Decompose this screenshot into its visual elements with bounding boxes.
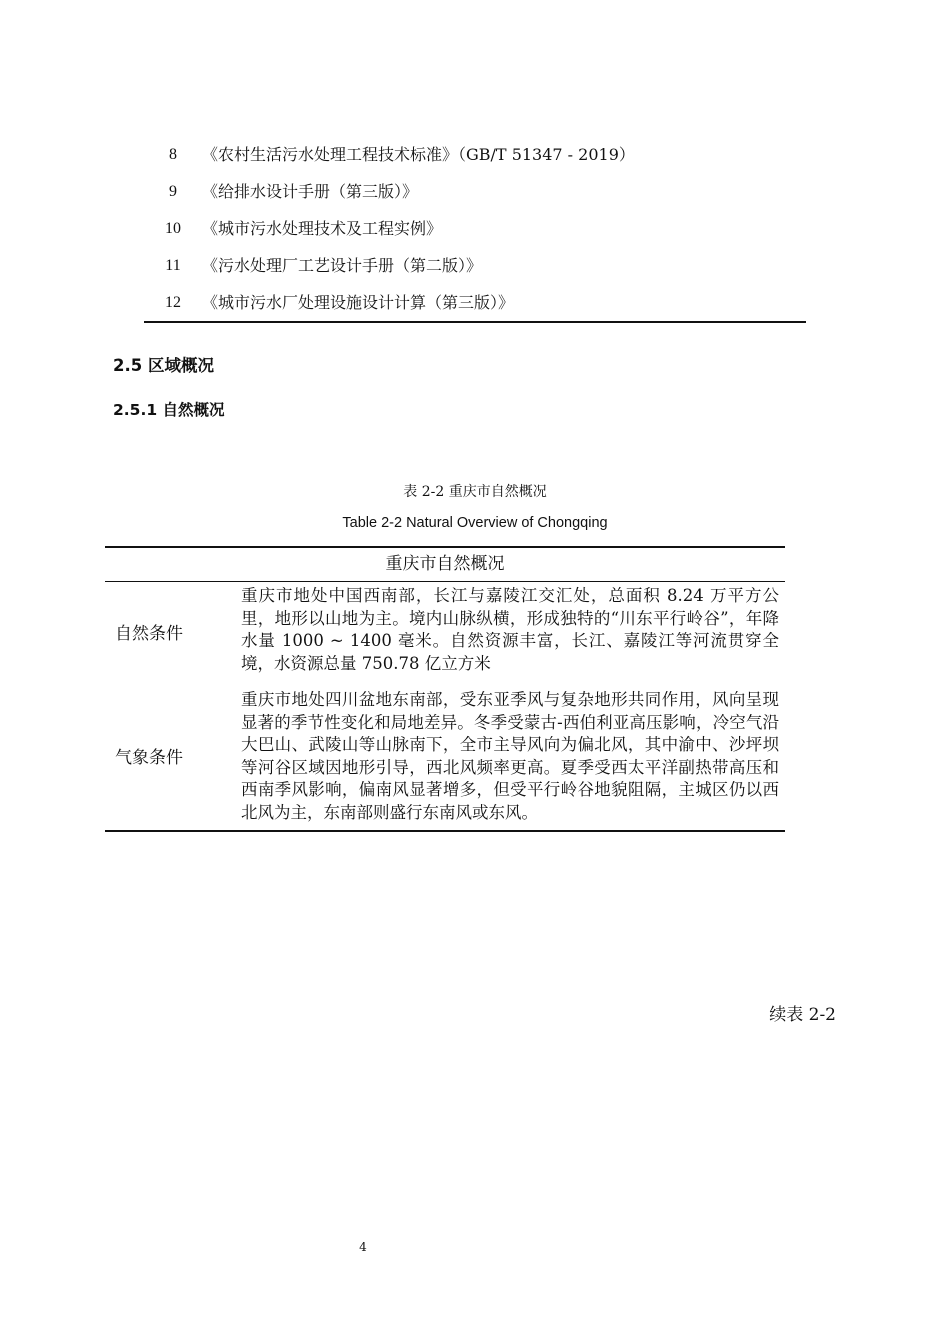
reference-number: 8 — [169, 145, 177, 163]
reference-title: 《农村生活污水处理工程技术标准》（GB/T 51347 - 2019） — [202, 144, 635, 164]
reference-number: 9 — [169, 182, 177, 200]
table-row — [105, 582, 785, 688]
table-row — [105, 687, 785, 831]
row-label: 气象条件 — [105, 687, 241, 831]
table-caption-en: Table 2-2 Natural Overview of Chongqing — [342, 515, 608, 531]
section-heading: 2.5 区域概况 — [113, 356, 214, 375]
natural-overview-table — [105, 546, 785, 832]
reference-item — [144, 210, 806, 247]
row-label: 自然条件 — [115, 624, 183, 645]
reference-item — [144, 173, 806, 210]
table-header: 重庆市自然概况 — [105, 547, 785, 582]
reference-list — [144, 136, 806, 323]
reference-number: 10 — [165, 219, 181, 237]
reference-number: 12 — [165, 293, 181, 311]
row-content: 重庆市地处四川盆地东南部，受东亚季风与复杂地形共同作用，风向呈现显著的季节性变化和局地差异。冬季受蒙古-西伯利亚高压影响，冷空气沿大巴山、武陵山等山脉南下，全市主导风向为偏北风，其中渝中、沙坪坝等河谷区域因地形引导，西北风频率更高。夏季受西太平洋副热带高压和西南季风影响，偏南风显著增多，但受平行岭谷地貌阻隔，主城区仍以西北风为主，东南部则盛行东南风或东风。 — [241, 687, 785, 831]
table-header-row — [105, 547, 785, 582]
page-number: 4 — [359, 1240, 367, 1254]
table-caption-cn: 表 2-2 重庆市自然概况 — [403, 484, 547, 500]
row-content: 重庆市地处中国西南部，长江与嘉陵江交汇处，总面积 8.24 万平方公里，地形以山地为主。境内山脉纵横，形成独特的“川东平行岭谷”，年降水量 1000 ~ 1400 毫米。自然资源丰富，长江、嘉陵江等河流贯穿全境，水资源总量 750.78 亿立方米 — [241, 586, 779, 673]
reference-item — [144, 284, 806, 321]
reference-number: 11 — [165, 256, 181, 274]
reference-item — [144, 247, 806, 284]
subsection-heading: 2.5.1 自然概况 — [113, 401, 225, 419]
table-continued-label: 续表 2-2 — [769, 1005, 836, 1025]
reference-title: 《城市污水厂处理设施设计计算（第三版）》 — [202, 292, 515, 312]
reference-title: 《城市污水处理技术及工程实例》 — [202, 218, 443, 238]
reference-item — [144, 136, 806, 173]
reference-title: 《给排水设计手册（第三版）》 — [202, 181, 419, 201]
reference-title: 《污水处理厂工艺设计手册（第二版）》 — [202, 255, 483, 275]
